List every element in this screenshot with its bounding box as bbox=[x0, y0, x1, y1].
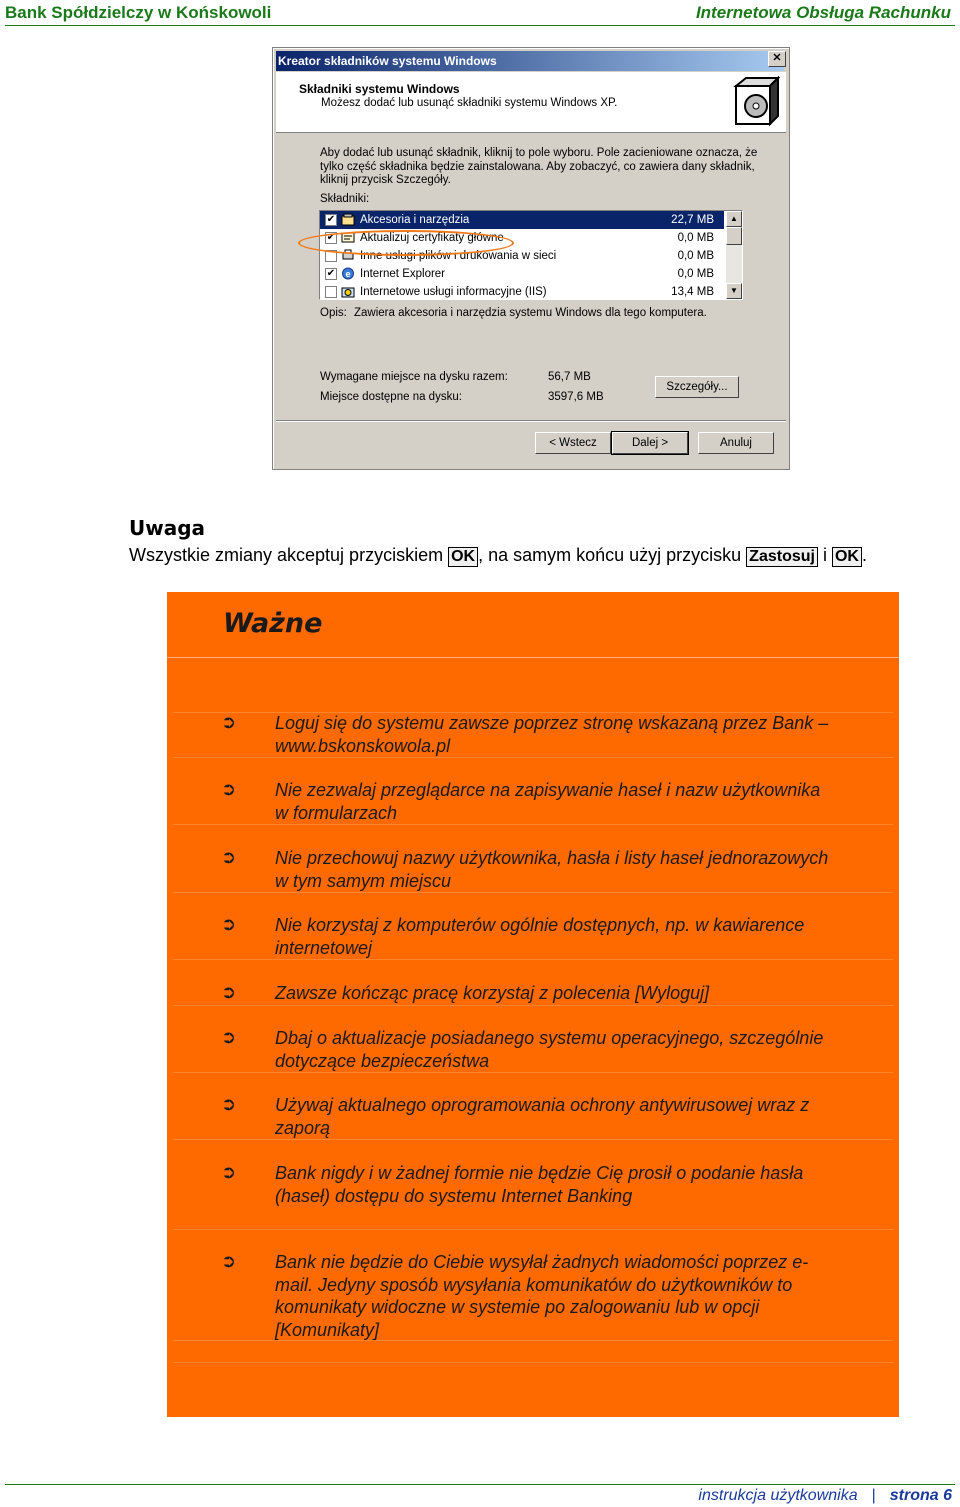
important-item-text: Nie przechowuj nazwy użytkownika, hasła i listy haseł jednorazowych w tym samym miejscu bbox=[275, 848, 829, 891]
dialog-title: Kreator składników systemu Windows bbox=[278, 54, 497, 68]
checkbox-checked[interactable]: ✔ bbox=[326, 268, 336, 279]
note-title: Uwaga bbox=[129, 516, 206, 540]
important-item-text: Zawsze kończąc pracę korzystaj z polecenia [Wyloguj] bbox=[275, 983, 710, 1003]
details-button[interactable]: Szczegóły... bbox=[655, 376, 739, 398]
dialog-header-panel bbox=[276, 72, 786, 133]
page-number: strona 6 bbox=[889, 1487, 952, 1504]
available-space-value: 3597,6 MB bbox=[548, 391, 604, 403]
component-label: Inne usługi plików i drukowania w sieci bbox=[360, 250, 557, 262]
arrow-icon: ➲ bbox=[221, 1162, 237, 1183]
list-item[interactable] bbox=[320, 211, 724, 229]
list-scrollbar[interactable] bbox=[726, 211, 742, 299]
row-line bbox=[173, 892, 893, 893]
close-icon[interactable]: ✕ bbox=[768, 51, 786, 67]
setup-box-icon bbox=[732, 76, 780, 128]
note-text-part: i bbox=[817, 545, 832, 565]
important-item-text: Nie korzystaj z komputerów ogólnie dostępnych, np. w kawiarence internetowej bbox=[275, 915, 805, 958]
row-line bbox=[173, 757, 893, 758]
ok-key-label: OK bbox=[832, 547, 862, 567]
windows-components-wizard bbox=[272, 47, 790, 470]
footer-label: instrukcja użytkownika bbox=[698, 1487, 858, 1504]
component-size: 13,4 MB bbox=[671, 286, 714, 298]
header-divider bbox=[5, 25, 955, 26]
header-service-name: Internetowa Obsługa Rachunku bbox=[695, 3, 951, 22]
component-description: Zawiera akcesoria i narzędzia systemu Windows dla tego komputera. bbox=[354, 307, 707, 319]
cancel-button[interactable]: Anuluj bbox=[698, 432, 774, 454]
header-bank-name: Bank Spółdzielczy w Końskowoli bbox=[5, 3, 272, 22]
note-text-part: . bbox=[861, 545, 867, 565]
note-text-part: Wszystkie zmiany akceptuj przyciskiem bbox=[129, 545, 449, 565]
row-line bbox=[173, 1362, 893, 1363]
dialog-heading: Składniki systemu Windows bbox=[299, 82, 460, 96]
list-item[interactable] bbox=[320, 265, 724, 283]
dialog-subheading: Możesz dodać lub usunąć składniki systemu Windows XP. bbox=[321, 97, 618, 109]
important-item-text: Bank nie będzie do Ciebie wysyłał żadnych wiadomości poprzez e-mail. Jedyny sposób wysyłania komunikatów do użytkowników to komunikaty widoczne w systemie po zalogowaniu lub w opcji [Komunikaty] bbox=[275, 1252, 809, 1340]
dialog-separator bbox=[276, 420, 786, 422]
row-line bbox=[173, 1229, 893, 1230]
row-line bbox=[173, 1139, 893, 1140]
scroll-up-icon[interactable]: ▲ bbox=[726, 211, 742, 227]
available-space-label: Miejsce dostępne na dysku: bbox=[320, 391, 462, 403]
apply-key-label: Zastosuj bbox=[746, 547, 818, 567]
row-line bbox=[173, 1340, 893, 1341]
required-space-value: 56,7 MB bbox=[548, 371, 591, 383]
row-line bbox=[173, 959, 893, 960]
svg-text:e: e bbox=[345, 269, 351, 279]
note-text-part: , na samym końcu użyj przycisku bbox=[478, 545, 747, 565]
component-size: 0,0 MB bbox=[677, 232, 714, 244]
component-label: Internet Explorer bbox=[360, 268, 446, 280]
arrow-icon: ➲ bbox=[221, 1251, 237, 1272]
important-divider bbox=[167, 657, 899, 658]
component-size: 22,7 MB bbox=[671, 214, 714, 226]
ok-key-label: OK bbox=[448, 547, 478, 567]
note-text bbox=[129, 545, 867, 567]
component-size: 0,0 MB bbox=[677, 250, 714, 262]
important-item-text: Nie zezwalaj przeglądarce na zapisywanie haseł i nazw użytkownika w formularzach bbox=[275, 780, 821, 823]
arrow-icon: ➲ bbox=[221, 982, 237, 1003]
important-title: Ważne bbox=[223, 608, 323, 639]
checkbox-checked[interactable]: ✔ bbox=[326, 232, 336, 243]
important-item-text: Dbaj o aktualizacje posiadanego systemu operacyjnego, szczególnie dotyczące bezpieczeństwa bbox=[275, 1028, 824, 1071]
row-line bbox=[173, 1072, 893, 1073]
arrow-icon: ➲ bbox=[221, 779, 237, 800]
scroll-down-icon[interactable]: ▼ bbox=[726, 283, 742, 299]
component-label: Internetowe usługi informacyjne (IIS) bbox=[360, 286, 547, 298]
checkbox-unchecked[interactable] bbox=[325, 286, 337, 298]
components-label: Składniki: bbox=[320, 193, 370, 205]
page-footer bbox=[698, 1487, 952, 1505]
arrow-icon: ➲ bbox=[221, 1094, 237, 1115]
internet-explorer-icon bbox=[341, 267, 355, 280]
back-button[interactable]: < Wstecz bbox=[535, 432, 611, 454]
important-item-text: Bank nigdy i w żadnej formie nie będzie Cię prosił o podanie hasła (haseł) dostępu do systemu Internet Banking bbox=[275, 1163, 804, 1206]
footer-divider bbox=[5, 1484, 955, 1485]
iis-icon bbox=[341, 285, 355, 298]
component-label: Aktualizuj certyfikaty główne bbox=[360, 232, 504, 244]
arrow-icon: ➲ bbox=[221, 1027, 237, 1048]
important-box bbox=[167, 592, 899, 1417]
component-label: Akcesoria i narzędzia bbox=[360, 214, 470, 226]
row-line bbox=[173, 824, 893, 825]
arrow-icon: ➲ bbox=[221, 847, 237, 868]
arrow-icon: ➲ bbox=[221, 914, 237, 935]
next-button[interactable]: Dalej > bbox=[612, 432, 688, 454]
highlight-oval bbox=[298, 230, 514, 256]
important-item-text: Używaj aktualnego oprogramowania ochrony antywirusowej wraz z zaporą bbox=[275, 1095, 810, 1138]
list-item[interactable] bbox=[320, 283, 724, 300]
tools-icon bbox=[341, 213, 355, 226]
checkbox-checked[interactable]: ✔ bbox=[326, 214, 336, 225]
description-label: Opis: bbox=[320, 307, 347, 319]
footer-separator: | bbox=[871, 1487, 876, 1504]
arrow-icon: ➲ bbox=[221, 712, 237, 733]
dialog-description: Aby dodać lub usunąć składnik, kliknij to pole wyboru. Pole zacieniowane oznacza, że tylko część składnika będzie zainstalowana. Aby zobaczyć, co zawiera dany składnik, kliknij przycisk Szczegóły. bbox=[320, 147, 758, 186]
dialog-title-bar bbox=[276, 51, 784, 71]
important-item-text: Loguj się do systemu zawsze poprzez stronę wskazaną przez Bank – www.bskonskowola.pl bbox=[275, 713, 829, 756]
row-line bbox=[173, 1005, 893, 1006]
page-header bbox=[0, 0, 960, 26]
required-space-label: Wymagane miejsce na dysku razem: bbox=[320, 371, 508, 383]
component-size: 0,0 MB bbox=[677, 268, 714, 280]
scroll-thumb[interactable] bbox=[726, 227, 742, 245]
